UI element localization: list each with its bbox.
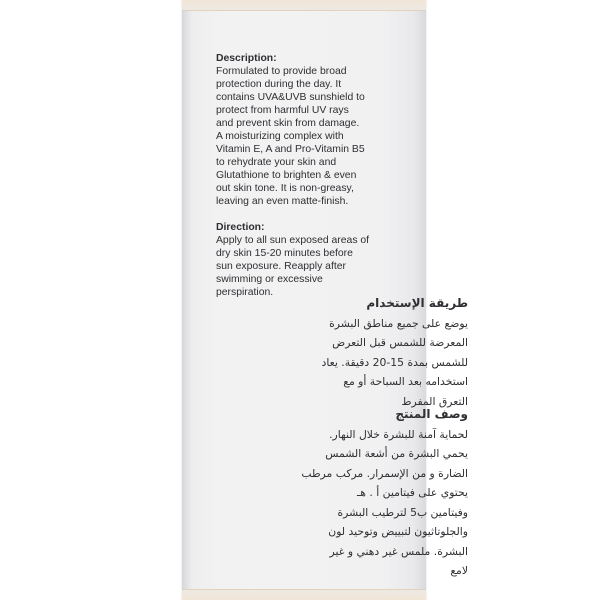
arabic-description-line: وفيتامين ب5 لترطيب البشرة xyxy=(337,505,468,519)
direction-line: perspiration. xyxy=(216,287,274,298)
description-line: and prevent skin from damage. xyxy=(216,118,360,129)
box-top-edge xyxy=(182,0,426,11)
arabic-direction-line: المعرضة للشمس قبل التعرض xyxy=(332,336,468,349)
description-line: to rehydrate your skin and xyxy=(216,157,337,168)
arabic-description-line: البشرة. ملمس غير دهني و غير xyxy=(329,544,468,558)
arabic-direction-line: يوضع على جميع مناطق البشرة xyxy=(329,316,468,330)
description-line: A moisturizing complex with xyxy=(216,131,344,142)
description-heading: Description: xyxy=(216,53,277,64)
arabic-description-line: يحمي البشرة من أشعة الشمس xyxy=(325,447,468,460)
box-bottom-edge xyxy=(182,589,426,600)
english-direction-section xyxy=(216,221,426,299)
direction-line: dry skin 15-20 minutes before xyxy=(216,248,353,259)
direction-line: Apply to all sun exposed areas of xyxy=(216,235,370,246)
description-line: Formulated to provide broad xyxy=(216,66,347,77)
description-line: out skin tone. It is non-greasy, xyxy=(216,183,354,194)
arabic-description-heading: وصف المنتج xyxy=(395,407,468,421)
description-line: protection during the day. It xyxy=(216,79,342,90)
description-line: leaving an even matte-finish. xyxy=(216,196,349,207)
arabic-description-line: يحتوي على فيتامين أ . هـ xyxy=(357,486,468,499)
arabic-direction-line: التعرق المفرط xyxy=(401,394,468,408)
arabic-description-line: لحماية آمنة للبشرة خلال النهار. xyxy=(329,427,468,441)
arabic-description-line: لامع xyxy=(450,564,468,577)
description-line: Vitamin E, A and Pro-Vitamin B5 xyxy=(216,144,365,155)
arabic-direction-section xyxy=(243,294,468,411)
direction-line: swimming or excessive xyxy=(216,274,323,285)
description-line: Glutathione to brighten & even xyxy=(216,170,357,181)
direction-heading: Direction: xyxy=(216,222,265,233)
arabic-direction-line: للشمس بمدة 15-20 دقيقة. يعاد xyxy=(321,355,468,369)
arabic-description-section xyxy=(243,405,468,581)
description-line: contains UVA&UVB sunshield to xyxy=(216,92,365,103)
arabic-description-line: الضارة و من الإسمرار. مركب مرطب xyxy=(301,466,468,480)
arabic-description-line: والجلوتاثيون لتبييض وتوحيد لون xyxy=(328,525,468,538)
arabic-direction-line: استخدامه بعد السباحة أو مع xyxy=(343,375,468,388)
description-line: protect from harmful UV rays xyxy=(216,105,349,116)
direction-line: sun exposure. Reapply after xyxy=(216,261,346,272)
english-description-section xyxy=(216,52,426,208)
arabic-direction-heading: طريقة الإستخدام xyxy=(366,296,468,310)
